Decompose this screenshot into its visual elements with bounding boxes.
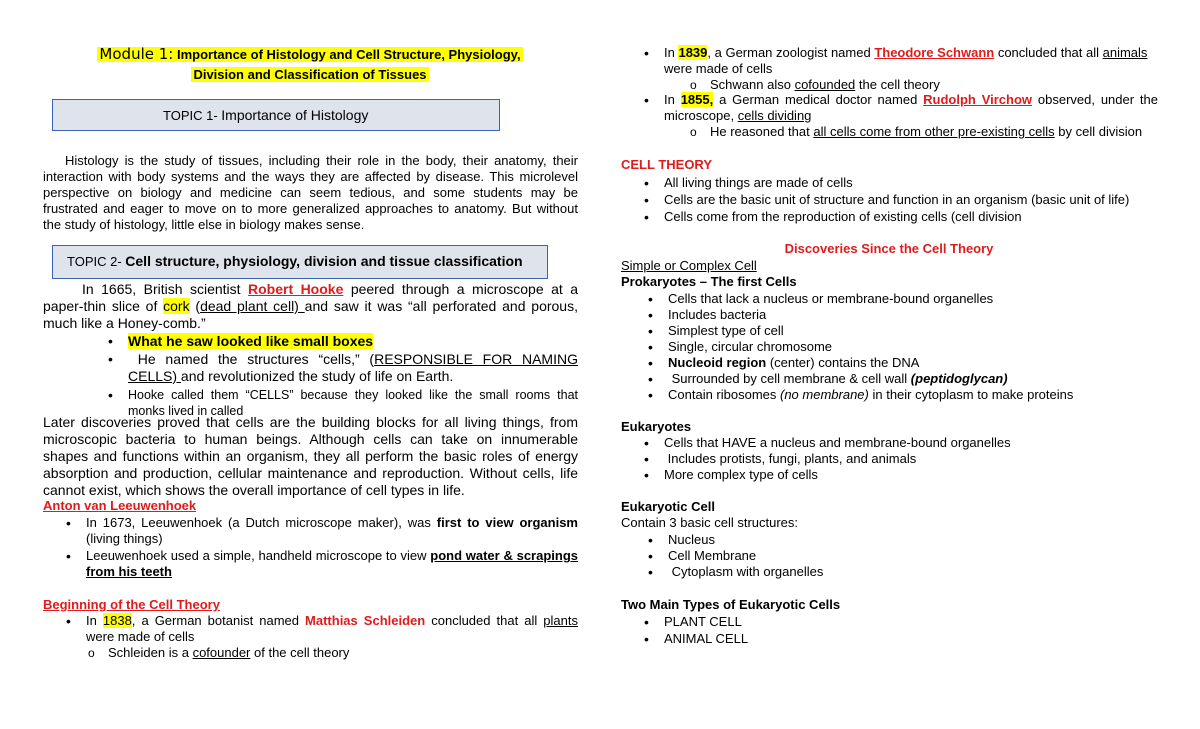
list-item: o He reasoned that all cells come from other pre-existing cells by cell division	[710, 124, 1158, 140]
list-item: • In 1855, a German medical doctor named Rudolph Virchow observed, under the microscope, cells dividing	[664, 92, 1158, 124]
list-item: • ANIMAL CELL	[664, 631, 1064, 647]
hooke-paragraph: In 1665, British scientist Robert Hooke peered through a microscope at a paper-thin slice of cork (dead plant cell) and saw it was “all perforated and porous, much like a Honey-comb.”	[43, 281, 578, 331]
prokaryotes-heading: Prokaryotes – The first Cells	[621, 274, 797, 289]
list-item: • Surrounded by cell membrane & cell wall (peptidoglycan)	[668, 371, 1168, 387]
topic2-box	[52, 245, 548, 279]
schleiden-bullet	[86, 613, 578, 661]
cell-theory-heading: CELL THEORY	[621, 157, 713, 172]
module-title-line2: Division and Classification of Tissues	[193, 67, 427, 82]
simple-complex-heading: Simple or Complex Cell	[621, 258, 757, 273]
topic1-prefix: TOPIC 1-	[163, 108, 222, 123]
list-item: • Cell Membrane	[668, 548, 1068, 564]
list-item: • What he saw looked like small boxes	[128, 333, 578, 350]
eukaryotic-cell-list	[668, 532, 1068, 580]
virchow-bullet	[664, 92, 1158, 140]
list-item: • Single, circular chromosome	[668, 339, 1168, 355]
robert-hooke: Robert Hooke	[248, 281, 344, 297]
list-item: • All living things are made of cells	[664, 175, 1164, 191]
list-item: o Schleiden is a cofounder of the cell theory	[108, 645, 578, 661]
eukaryotic-cell-heading: Eukaryotic Cell	[621, 499, 715, 514]
topic1-title: Importance of Histology	[221, 107, 369, 123]
module-title	[40, 44, 580, 85]
list-item: • Cells that HAVE a nucleus and membrane-bound organelles	[664, 435, 1164, 451]
later-discoveries-paragraph: Later discoveries proved that cells are the building blocks for all living things, from microscopic bacteria to human beings. Although cells can take on innumerable shapes and functions within an organism, they all perform the basic roles of energy absorption and production, cellular maintenance and reproduction. Without cells, life cannot exist, which shows the overall importance of cell types in life.	[43, 414, 578, 498]
list-item: • Cells are the basic unit of structure and function in an organism (basic unit of life)	[664, 192, 1164, 208]
hooke-bullets	[128, 333, 578, 419]
topic2-title: Cell structure, physiology, division and tissue classification	[125, 253, 523, 269]
eukaryotic-cell-intro: Contain 3 basic cell structures:	[621, 515, 799, 530]
list-item: • Leeuwenhoek used a simple, handheld microscope to view pond water & scrapings from his teeth	[86, 548, 578, 580]
eukaryotes-heading: Eukaryotes	[621, 419, 692, 434]
schwann-bullet	[664, 45, 1158, 93]
beginning-heading: Beginning of the Cell Theory	[43, 597, 220, 612]
two-types-heading: Two Main Types of Eukaryotic Cells	[621, 597, 841, 612]
topic1-box	[52, 99, 500, 131]
list-item: • More complex type of cells	[664, 467, 1164, 483]
list-item: • He named the structures “cells,” (RESPONSIBLE FOR NAMING CELLS) and revolutionized the study of life on Earth.	[128, 351, 578, 385]
leeuwenhoek-bullets	[86, 515, 578, 580]
topic2-prefix: TOPIC 2-	[67, 254, 126, 269]
discoveries-heading: Discoveries Since the Cell Theory	[784, 241, 994, 256]
list-item: • Includes bacteria	[668, 307, 1168, 323]
list-item: • Cytoplasm with organelles	[668, 564, 1068, 580]
list-item: • PLANT CELL	[664, 614, 1064, 630]
prokaryotes-list	[668, 291, 1168, 403]
two-types-list	[664, 614, 1064, 647]
module-label: Module 1:	[99, 45, 174, 63]
list-item: • In 1839, a German zoologist named Theodore Schwann concluded that all animals were made of cells	[664, 45, 1158, 77]
cell-theory-list	[664, 175, 1164, 225]
list-item: • Hooke called them “CELLS” because they looked like the small rooms that monks lived in called	[128, 387, 578, 419]
histology-paragraph: Histology is the study of tissues, including their role in the body, their anatomy, their interaction with body systems and the ways they are affected by disease. This microlevel perspective on biology and medicine can seem tedious, and some students may be frustrated and eager to move on to more generalized approaches to anatomy. But without the study of histology, little else in biology makes sense.	[43, 153, 578, 232]
list-item: • Nucleoid region (center) contains the DNA	[668, 355, 1168, 371]
module-title-line1: Importance of Histology and Cell Structure, Physiology,	[176, 47, 521, 62]
eukaryotes-list	[664, 435, 1164, 483]
list-item: o Schwann also cofounded the cell theory	[710, 77, 1158, 93]
list-item: • In 1673, Leeuwenhoek (a Dutch microscope maker), was first to view organism (living things)	[86, 515, 578, 547]
list-item: • Nucleus	[668, 532, 1068, 548]
list-item: • In 1838, a German botanist named Matthias Schleiden concluded that all plants were made of cells	[86, 613, 578, 645]
list-item: • Includes protists, fungi, plants, and animals	[664, 451, 1164, 467]
list-item: • Cells that lack a nucleus or membrane-bound organelles	[668, 291, 1168, 307]
list-item: • Cells come from the reproduction of existing cells (cell division	[664, 209, 1164, 225]
leeuwenhoek-heading: Anton van Leeuwenhoek	[43, 498, 197, 513]
list-item: • Contain ribosomes (no membrane) in their cytoplasm to make proteins	[668, 387, 1168, 403]
list-item: • Simplest type of cell	[668, 323, 1168, 339]
